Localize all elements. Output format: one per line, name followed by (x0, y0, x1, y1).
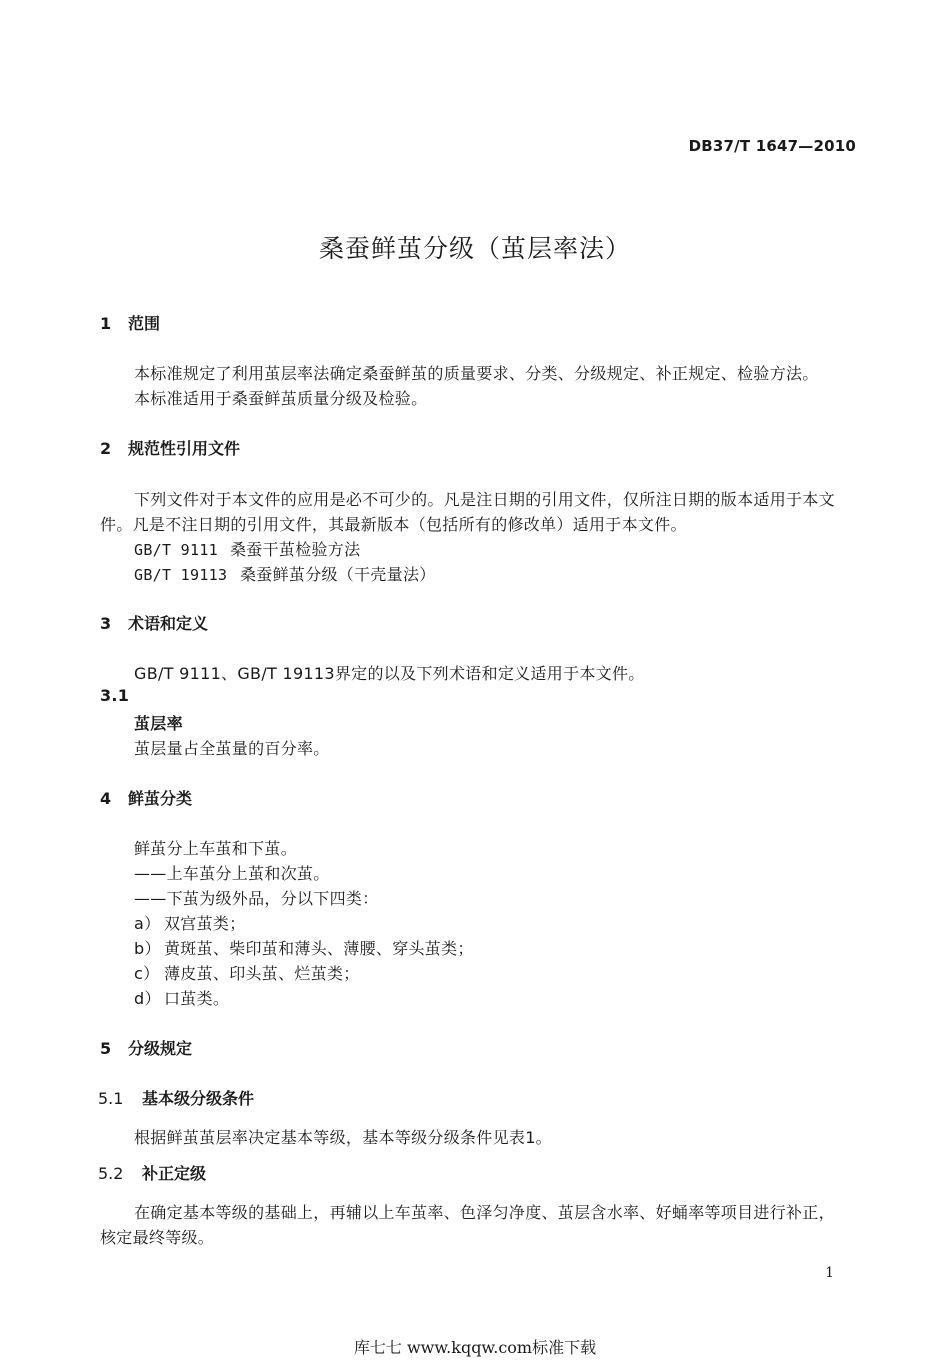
subsection-number: 5.2 (98, 1164, 124, 1183)
list-label: d） (134, 989, 161, 1008)
paragraph: 本标准适用于桑蚕鲜茧质量分级及检验。 (134, 389, 428, 408)
paragraph: 本标准规定了利用茧层率法确定桑蚕鲜茧的质量要求、分类、分级规定、补正规定、检验方法。 (134, 364, 819, 383)
list-label: b） (134, 939, 161, 958)
term-definition: 茧层量占全茧量的百分率。 (134, 739, 330, 758)
list-item (134, 911, 246, 934)
paragraph: 鲜茧分上车茧和下茧。 (134, 839, 298, 858)
reference-name: 桑蚕鲜茧分级（干壳量法） (240, 565, 436, 584)
paragraph: 在确定基本等级的基础上，再辅以上车茧率、色泽匀净度、茧层含水率、好蛹率等项目进行补正， (134, 1203, 835, 1222)
paragraph: GB/T 9111、GB/T 19113界定的以及下列术语和定义适用于本文件。 (134, 664, 645, 683)
paragraph: 下列文件对于本文件的应用是必不可少的。凡是注日期的引用文件，仅所注日期的版本适用于本文 (134, 490, 835, 509)
term: 茧层率 (134, 714, 183, 733)
reference-code: GB/T 19113 (134, 566, 228, 584)
paragraph: 根据鲜茧茧层率决定基本等级，基本等级分级条件见表1。 (134, 1128, 552, 1147)
paragraph: 件。凡是不注日期的引用文件，其最新版本（包括所有的修改单）适用于本文件。 (100, 515, 687, 534)
section-number: 5 (100, 1039, 112, 1058)
footer-watermark: 库七七 www.kqqw.com标准下载 (353, 1338, 597, 1357)
section-title: 范围 (128, 314, 161, 333)
list-label: c） (134, 964, 160, 983)
section-3-heading (100, 611, 208, 634)
subsection-title: 补正定级 (142, 1164, 207, 1183)
document-title: 桑蚕鲜茧分级（茧层率法） (318, 234, 631, 263)
section-1-heading (100, 311, 160, 334)
list-item (134, 986, 229, 1009)
dash-item: ——下茧为级外品，分以下四类： (134, 889, 379, 908)
section-4-heading (100, 786, 192, 809)
reference-name: 桑蚕干茧检验方法 (230, 540, 361, 559)
reference-code: GB/T 9111 (134, 541, 218, 559)
section-number: 4 (100, 789, 112, 808)
list-text: 薄皮茧、印头茧、烂茧类； (164, 964, 360, 983)
dash-item: ——上车茧分上茧和次茧。 (134, 864, 330, 883)
section-number: 1 (100, 314, 112, 333)
list-item (134, 936, 474, 959)
page-number: 1 (825, 1265, 834, 1281)
paragraph: 核定最终等级。 (100, 1228, 215, 1247)
section-title: 分级规定 (128, 1039, 193, 1058)
section-title: 术语和定义 (128, 614, 209, 633)
reference-item (134, 537, 360, 560)
list-text: 双宫茧类； (164, 914, 246, 933)
list-text: 黄斑茧、柴印茧和薄头、薄腰、穿头茧类； (164, 939, 474, 958)
section-title: 规范性引用文件 (128, 439, 241, 458)
section-number: 2 (100, 439, 112, 458)
list-label: a） (134, 914, 161, 933)
reference-item (134, 562, 436, 585)
document-id: DB37/T 1647—2010 (688, 137, 856, 155)
list-text: 口茧类。 (164, 989, 230, 1008)
term-number: 3.1 (100, 686, 130, 705)
subsection-title: 基本级分级条件 (142, 1089, 255, 1108)
section-number: 3 (100, 614, 112, 633)
section-title: 鲜茧分类 (128, 789, 193, 808)
list-item (134, 961, 360, 984)
section-5-heading (100, 1036, 192, 1059)
section-2-heading (100, 436, 240, 459)
subsection-5-2-heading (98, 1161, 206, 1184)
subsection-5-1-heading (98, 1086, 254, 1109)
subsection-number: 5.1 (98, 1089, 124, 1108)
